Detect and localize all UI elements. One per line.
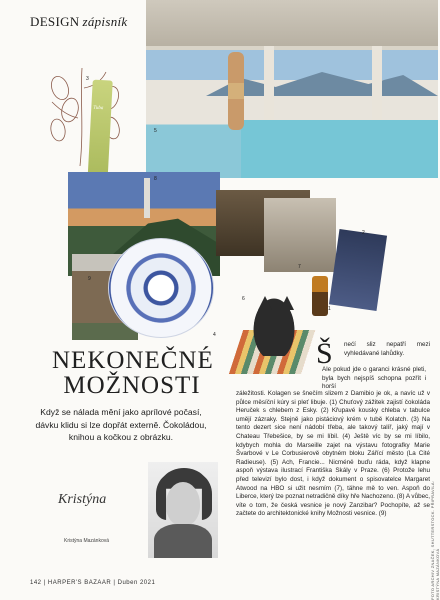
- number-1: 1: [328, 306, 331, 312]
- number-5: 5: [154, 128, 157, 134]
- number-2: 2: [362, 230, 365, 236]
- pool-roof: [146, 0, 438, 46]
- pistachio-illustration: [40, 58, 126, 170]
- section-header: [30, 14, 127, 30]
- section-name: DESIGN: [30, 14, 80, 29]
- body-text-3: záležitosti. Kolagen se šnečím slizem z Damibio je ok, a navíc už v půlce měsíční kúry si pleť libuje. (1) Chuťový zážitek zajistí čokoláda Heruček s chlebem z Esky. (2) Křupavé kousky chleba v tabulce umějí zázraky. Stejně jako pistáciový krém v tubě Kolatch. (3) Na tento dezert sice není nádobí třeba, ale takový talíř, jaký mají v Chateau Třebešice, by se mi líbil. (4) Ještě víc by se mi líbilo, kdybych mohla do Marseille zajet na výstavu fotografky Marie Švarbové v Le Corbusierově obytném bloku Zářící město (La Cité Radieuse). (5) Ach, Francie... Nicméně buďu ráda, když klapne aspoň výstava ilustrací Františka Skály v Praze. (6) Protože lehu před televizí bylo dost, i když dokument o spisovatelce Margaret Atwood na HBO si užit nesmím (7), tähne mě to ven. Aspoň do Liberce, který lze poznat netradičně díky hře Nachozeno. (8) A vůbec, víte o tom, že česká vesnice je nový Zanzibar? Pochopíte, až se začtete do architektonické knihy Možnosti vesnice. (9): [236, 390, 430, 518]
- cat-ear: [280, 296, 294, 310]
- tube-label: Tuba: [93, 105, 104, 112]
- number-9: 9: [88, 276, 91, 282]
- cat-illustration: [248, 290, 300, 356]
- drop-cap: Š: [316, 337, 333, 370]
- portrait-face: [166, 482, 200, 526]
- pool-person: [228, 52, 244, 130]
- body-text-1: nećí sliz nepatří mezi vyhledávané lahůdky.: [344, 341, 430, 357]
- lead-paragraph: Když se nálada mění jako aprílové počasí, dávku klidu si lze dopřát externě. Čokoládou, knihou a kočkou z obrázku.: [35, 407, 207, 442]
- page-footer: 142 | HARPER'S BAZAAR | Duben 2021: [30, 580, 156, 586]
- author-tv-still: [264, 198, 336, 272]
- cat-ear: [258, 296, 272, 310]
- number-8: 8: [154, 176, 157, 182]
- headline-line-1: NEKONEČNÉ: [52, 347, 214, 374]
- number-4: 4: [213, 332, 216, 338]
- porcelain-plate: [108, 238, 214, 338]
- photo-credit: FOTO ARCHIV ZNAČEK, SHUTTERSTOCK. PŘIPRAVILA: KRISTÝNA MAZÁNKOVÁ: [430, 480, 440, 600]
- number-3: 3: [86, 76, 89, 82]
- tv-tower: [144, 178, 150, 218]
- author-caption: Kristýna Mazánková: [64, 538, 110, 544]
- pool-photo: [146, 0, 438, 178]
- pistachio-cream-tube: [87, 80, 113, 187]
- number-6: 6: [242, 296, 245, 302]
- chocolate-bar-package: [329, 229, 387, 311]
- pool-water: [241, 120, 438, 178]
- subsection-name: zápisník: [82, 14, 128, 29]
- number-7: 7: [298, 264, 301, 270]
- portrait-body: [154, 524, 212, 558]
- author-portrait: [148, 462, 218, 558]
- headline: [52, 348, 212, 398]
- collagen-bottle: [312, 276, 328, 316]
- author-signature: Kristýna: [58, 492, 107, 507]
- headline-line-2: MOŽNOSTI: [63, 372, 201, 399]
- body-text-2: Ale pokud jde o garanci krásné pleti, byla bych nejspíš schopna pozřít i horší: [322, 366, 426, 391]
